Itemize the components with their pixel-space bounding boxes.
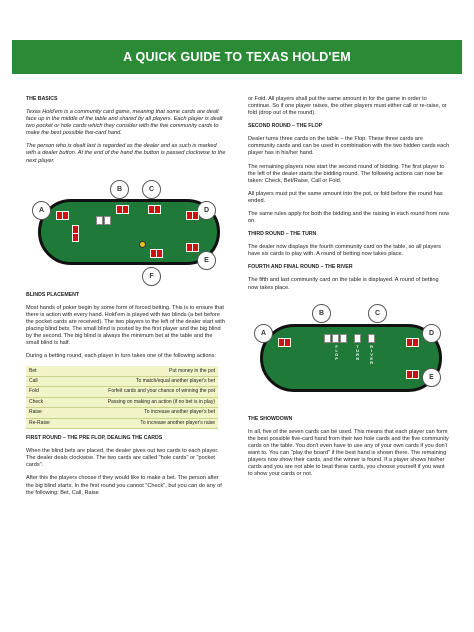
action-description: Forfeit cards and your chance of winning the pot [63, 387, 218, 397]
showdown-paragraph: In all, five of the seven cards can be used. This means that each player can form the best possible five-card hand from their two hole cards and the five community cards on the table. You don't even have to use any of your own cards if you don't want to. You can "play the board" if the best hand is shown there. The remaining players now show their cards, and the winner is found. If a player shows his/her cards and you are not able to beat these cards, you choose yourself if you want to show your cards or not. [248, 428, 449, 478]
board-card [368, 334, 375, 343]
card [192, 211, 199, 220]
board-card [354, 334, 361, 343]
action-description: Passing on making an action (if no bet is in play) [63, 397, 218, 407]
left-column [26, 96, 226, 503]
turn-paragraph: The dealer now displays the fourth community card on the table, so all players have six cards to play with. A round of betting now takes place. [248, 244, 442, 258]
action-name: Raise [26, 408, 63, 418]
card [154, 205, 161, 214]
board-card [324, 334, 331, 343]
actions-table [26, 366, 218, 429]
card [156, 249, 163, 258]
poker-table-diagram [26, 171, 226, 286]
seat-b: B [312, 304, 331, 323]
card [284, 338, 291, 347]
table-row [26, 366, 218, 376]
card [412, 338, 419, 347]
preflop-paragraph-1: When the blind bets are placed, the dealer gives out two cards to each player. The dealer deals clockwise. The two cards are called "hole cards" or "pocket cards". [26, 448, 219, 469]
table-felt [260, 324, 442, 392]
table-row [26, 387, 218, 397]
flop-paragraph-3: All players must put the same amount into the pot, or fold before the round has ended. [248, 190, 443, 204]
blinds-heading: BLINDS PLACEMENT [26, 291, 80, 298]
card [192, 243, 199, 252]
seat-a: A [32, 201, 51, 220]
header-banner [0, 0, 474, 94]
actions-intro: During a betting round, each player in turn takes one of the following actions: [26, 353, 216, 360]
seat-a: A [254, 324, 273, 343]
flop-paragraph-4: The same rules apply for both the bidding and the raising in each round from now on. [248, 211, 450, 225]
flop-label: FLOP [334, 343, 340, 360]
flop-paragraph-1: Dealer turns three cards on the table – the Flop. These three cards are community cards and can be used in combination with the two hidden cards each player has in his/her hand. [248, 136, 450, 157]
page-title: A QUICK GUIDE TO TEXAS HOLD'EM [123, 50, 351, 64]
card [62, 211, 69, 220]
action-name: Bet [26, 366, 63, 376]
action-name: Call [26, 376, 63, 386]
river-label: RIVER [369, 343, 375, 364]
seat-f: F [142, 267, 161, 286]
preflop-paragraph-2: After this the players choose if they would like to make a bet. The person after the big blind starts. In the first round you cannot "Check", but you can do any of the following: Bet, Call, Raise [26, 475, 222, 496]
card [412, 370, 419, 379]
flop-heading: SECOND ROUND – THE FLOP [248, 123, 323, 130]
action-description: To match/equal another player's bet [63, 376, 218, 386]
continued-paragraph: or Fold. All players shall put the same amount in for the game in order to continue. So if one player raises, the other players must either call or re-raise, or fold (drop out of the round). [248, 96, 447, 117]
action-description: Put money in the pot [63, 366, 218, 376]
seat-c: C [368, 304, 387, 323]
card [96, 216, 103, 225]
basics-paragraph-1: Texas Hold'em is a community card game, meaning that some cards are dealt face up in the middle of the table and shared by all players. Each player is dealt two pocket or hole cards which they consider with the five community cards to make the best possible five-card hand. [26, 109, 223, 137]
river-heading: FOURTH AND FINAL ROUND – THE RIVER [248, 264, 353, 271]
seat-e: E [197, 251, 216, 270]
seat-d: D [197, 201, 216, 220]
seat-c: C [142, 180, 161, 199]
right-column [248, 96, 450, 484]
table-row [26, 408, 218, 418]
card [72, 233, 79, 242]
action-description: To increase another player's raise [63, 418, 218, 428]
board-card [332, 334, 339, 343]
title-bar [12, 40, 462, 74]
showdown-heading: THE SHOWDOWN [248, 415, 293, 422]
showdown-table-diagram [248, 298, 448, 410]
card [122, 205, 129, 214]
blinds-paragraph: Most hands of poker begin by some form of forced betting. This is to ensure that there is action with every hand. Hold'em is played with two blinds (a bet before the pocket cards are received). The two players to the left of the dealer start with placing blind bets. The small blind is posted by the first player and the big blind by the second. The big blind is always the minimum bet at the table and the small blind is half. [26, 304, 225, 347]
table-row [26, 418, 218, 428]
action-name: Fold [26, 387, 63, 397]
table-row [26, 397, 218, 407]
dealer-button [139, 241, 146, 248]
flop-paragraph-2: The remaining players now start the second round of bidding. The first player to the left of the dealer starts the bidding round. The following actions can now be taken: Check, Bet/Raise, Call or Fold. [248, 163, 445, 184]
seat-b: B [110, 180, 129, 199]
table-row [26, 376, 218, 386]
board-card [340, 334, 347, 343]
turn-heading: THIRD ROUND – THE TURN [248, 231, 317, 238]
seat-d: D [422, 324, 441, 343]
river-paragraph: The fifth and last community card on the table is displayed. A round of betting now takes place. [248, 277, 439, 291]
basics-heading: THE BASICS [26, 96, 58, 102]
preflop-heading: FIRST ROUND – THE PRE FLOP, DEALING THE CARDS [26, 435, 163, 442]
seat-e: E [422, 368, 441, 387]
action-name: Re-Raise [26, 418, 63, 428]
table-felt [38, 199, 220, 265]
turn-label: TURN [355, 343, 361, 360]
action-name: Check [26, 397, 63, 407]
basics-paragraph-2: The person who is dealt last is regarded as the dealer and as such is marked with a dealer button. At the end of the hand the button is passed clockwise to the next player. [26, 143, 226, 164]
card [104, 216, 111, 225]
action-description: To increase another player's bet [63, 408, 218, 418]
